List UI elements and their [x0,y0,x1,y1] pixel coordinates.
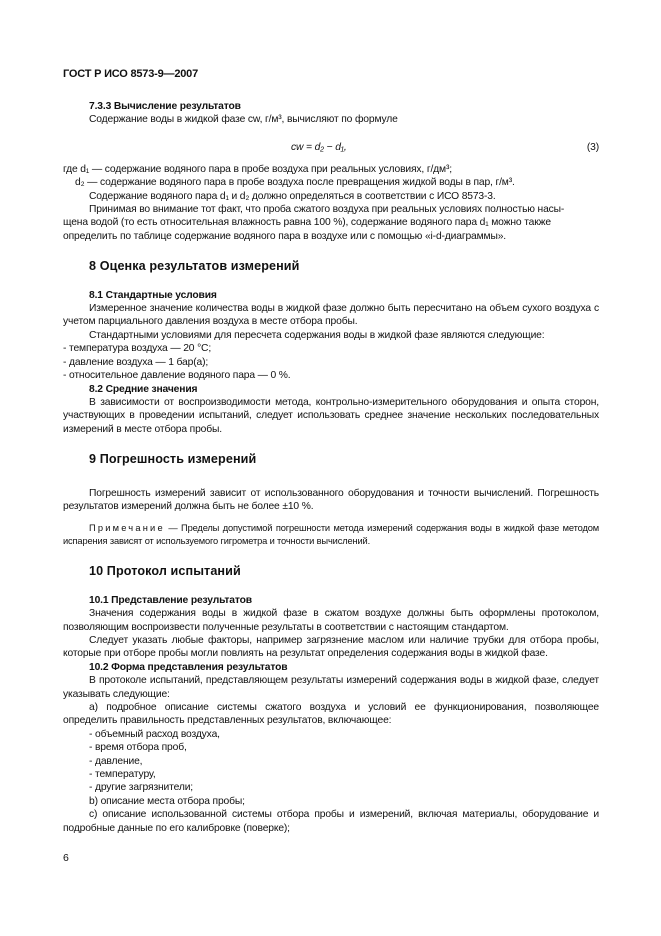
paragraph: Стандартными условиями для пересчета содержания воды в жидкой фазе являются следующие: [89,329,545,341]
note [63,522,599,547]
where-d2: d₂ — содержание водяного пара в пробе воздуха после превращения жидкой воды в пар, г/м³. [75,177,515,189]
list-item: - другие загрязнители; [89,782,194,794]
list-item: - давление воздуха — 1 бар(а); [63,356,209,368]
paragraph: В зависимости от воспроизводимости метода, контрольно-измерительного оборудования и опыта сторон, участвующих в проведении испытаний, следует использовать среднее значение нескольких последовательных измерений в месте отбора пробы. [63,396,599,435]
list-item: - давление, [89,755,143,767]
list-item: - относительное давление водяного пара — 0 %. [63,370,291,382]
paragraph: Погрешность измерений зависит от использованного оборудования и точности вычислений. Погрешность результатов измерений должна быть не более ±10 %. [63,487,599,512]
section-9-title: 9 Погрешность измерений [89,452,257,467]
list-item-a: а) подробное описание системы сжатого воздуха и условий ее функционирования, позволяющее определить правильность представленных результатов, включающее: [63,702,599,727]
paragraph-line: Принимая во внимание тот факт, что проба сжатого воздуха при реальных условиях полностью насы- [89,204,565,216]
section-10-1-title: 10.1 Представление результатов [89,594,252,606]
paragraph: Содержание воды в жидкой фазе cw, г/м³, вычисляют по формуле [89,114,398,126]
section-8-2-title: 8.2 Средние значения [89,383,198,395]
list-item: - температуру, [89,769,156,781]
page-number: 6 [63,852,69,864]
paragraph: Измеренное значение количества воды в жидкой фазе должно быть пересчитано на объем сухого воздуха с учетом парциального давления воздуха в месте отбора пробы. [63,303,599,328]
note-text: — Пределы допустимой погрешности метода измерений содержания воды в жидкой фазе методом испарения зависят от используемого гигрометра и точности вычислений. [63,523,599,546]
paragraph-line: определить по таблице содержание водяного пара в воздухе или с помощью «i-d-диаграммы». [63,230,506,242]
formula-number: (3) [586,141,599,153]
formula-3 [63,141,599,154]
note-label: Примечание [89,523,165,534]
document-header: ГОСТ Р ИСО 8573-9—2007 [63,68,198,80]
section-10-2-title: 10.2 Форма представления результатов [89,661,288,673]
formula-expression: cw = d₂ − d₁, [291,141,347,153]
paragraph: Содержание водяного пара d₁ и d₂ должно определяться в соответствии с ИСО 8573-3. [89,190,496,202]
section-8-1-title: 8.1 Стандартные условия [89,289,217,301]
paragraph: В протоколе испытаний, представляющем результаты измерений содержания воды в жидкой фазе, следует указывать следующие: [63,675,599,700]
section-8-title: 8 Оценка результатов измерений [89,259,300,274]
list-item: - время отбора проб, [89,742,187,754]
list-item: - объемный расход воздуха, [89,728,220,740]
section-7-3-3-title: 7.3.3 Вычисление результатов [89,101,241,112]
section-10-title: 10 Протокол испытаний [89,564,241,579]
list-item: - температура воздуха — 20 °С; [63,343,212,355]
paragraph-line: щена водой (то есть относительная влажность равна 100 %), содержание водяного пара d₁ можно также [63,217,551,229]
paragraph: Значения содержания воды в жидкой фазе в сжатом воздухе должны быть оформлены протоколом, позволяющим воспроизвести полученные результаты в соответствии с настоящим стандартом. [63,608,599,633]
list-item-c: с) описание использованной системы отбора пробы и измерений, включая материалы, оборудование и подробные данные по его калибровке (поверке); [63,809,599,834]
paragraph: Следует указать любые факторы, например загрязнение маслом или наличие трубки для отбора пробы, которые при отборе пробы могли повлиять на результат определения содержания воды в жидкой фазе. [63,634,599,660]
document-body [63,100,599,835]
where-d1: где d₁ — содержание водяного пара в пробе воздуха при реальных условиях, г/дм³; [63,163,452,175]
list-item-b: b) описание места отбора пробы; [89,795,245,807]
